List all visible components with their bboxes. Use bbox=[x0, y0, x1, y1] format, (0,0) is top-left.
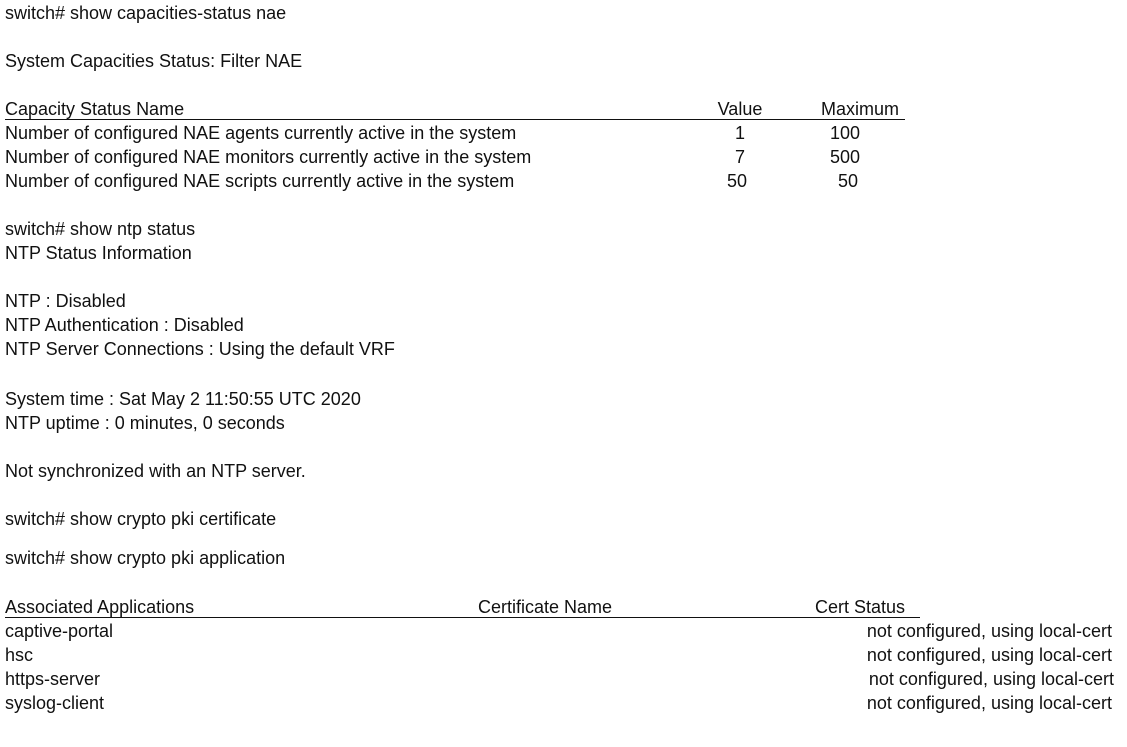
capacity-header-max: Maximum bbox=[820, 99, 899, 119]
command-line-pki-application: switch# show crypto pki application bbox=[5, 548, 286, 568]
capacity-row-max: 100 bbox=[829, 123, 861, 143]
capacity-row-value: 7 bbox=[734, 147, 745, 167]
pki-row-status: not configured, using local-cert bbox=[866, 693, 1112, 713]
pki-row-app: captive-portal bbox=[5, 621, 114, 641]
pki-row-app: syslog-client bbox=[5, 693, 105, 713]
pki-header-app: Associated Applications bbox=[5, 597, 195, 617]
pki-row-app: hsc bbox=[5, 645, 34, 665]
command-line-ntp: switch# show ntp status bbox=[5, 219, 196, 239]
pki-header-rule bbox=[5, 617, 920, 618]
capacity-row-name: Number of configured NAE scripts currently active in the system bbox=[5, 171, 515, 191]
capacity-header-value: Value bbox=[717, 99, 763, 119]
capacity-row-value: 1 bbox=[734, 123, 745, 143]
capacity-row-max: 500 bbox=[829, 147, 861, 167]
capacity-row-max: 50 bbox=[837, 171, 859, 191]
pki-row-status: not configured, using local-cert bbox=[866, 621, 1112, 641]
pki-header-status: Cert Status bbox=[815, 597, 906, 617]
pki-row-status: not configured, using local-cert bbox=[868, 669, 1114, 689]
command-line-pki-certificate: switch# show crypto pki certificate bbox=[5, 509, 277, 529]
ntp-uptime: NTP uptime : 0 minutes, 0 seconds bbox=[5, 413, 285, 433]
ntp-server-connections: NTP Server Connections : Using the default VRF bbox=[5, 339, 395, 359]
pki-row-status: not configured, using local-cert bbox=[866, 645, 1112, 665]
capacity-header-rule bbox=[5, 119, 905, 120]
ntp-authentication: NTP Authentication : Disabled bbox=[5, 315, 244, 335]
pki-row-app: https-server bbox=[5, 669, 101, 689]
command-line-capacities: switch# show capacities-status nae bbox=[5, 3, 287, 23]
capacity-row-value: 50 bbox=[726, 171, 748, 191]
ntp-sync-status: Not synchronized with an NTP server. bbox=[5, 461, 306, 481]
ntp-status: NTP : Disabled bbox=[5, 291, 126, 311]
capacity-header-name: Capacity Status Name bbox=[5, 99, 185, 119]
pki-header-cert: Certificate Name bbox=[478, 597, 613, 617]
capacity-row-name: Number of configured NAE monitors currently active in the system bbox=[5, 147, 532, 167]
capacity-row-name: Number of configured NAE agents currently active in the system bbox=[5, 123, 517, 143]
capacities-title: System Capacities Status: Filter NAE bbox=[5, 51, 303, 71]
ntp-system-time: System time : Sat May 2 11:50:55 UTC 2020 bbox=[5, 389, 361, 409]
ntp-title: NTP Status Information bbox=[5, 243, 192, 263]
